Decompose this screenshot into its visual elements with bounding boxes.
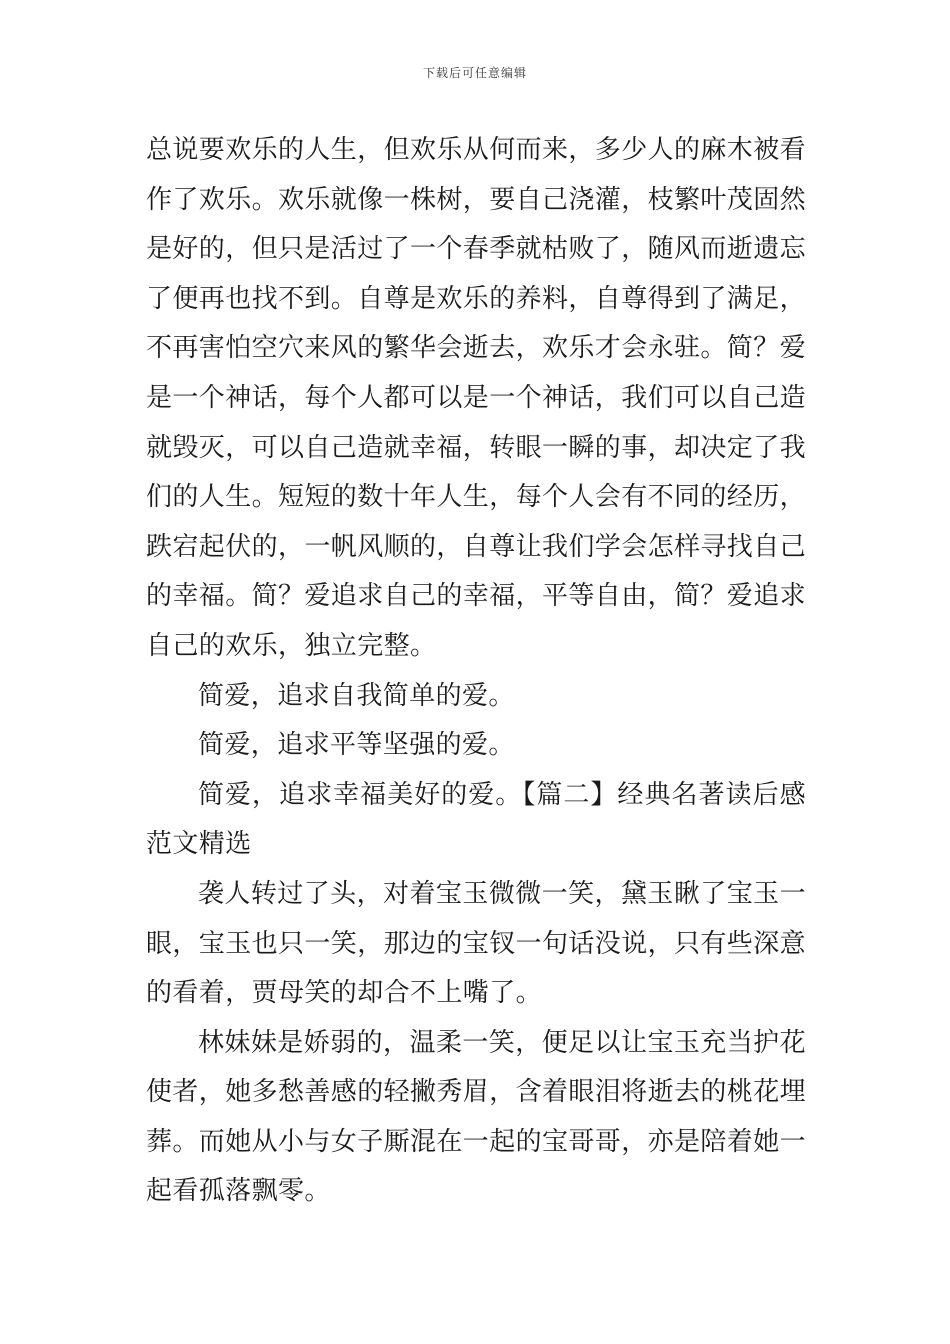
paragraph-section-two-heading: 简爱，追求幸福美好的爱。【篇二】经典名著读后感范文精选 [146, 779, 806, 860]
paragraph-xiren: 袭人转过了头，对着宝玉微微一笑，黛玉瞅了宝玉一眼，宝玉也只一笑，那边的宝钗一句话没说，只有些深意的看着，贾母笑的却合不上嘴了。 [146, 878, 807, 1009]
paragraph-continuation: 总说要欢乐的人生，但欢乐从何而来，多少人的麻木被看作了欢乐。欢乐就像一株树，要自己浇灌，枝繁叶茂固然是好的，但只是活过了一个春季就枯败了，随风而逝遗忘了便再也找不到。自尊是欢乐的养料，自尊得到了满足，不再害怕空穴来风的繁华会逝去，欢乐才会永驻。简？爱是一个神话，每个人都可以是一个神话，我们可以自己造就毁灭，可以自己造就幸福，转眼一瞬的事，却决定了我们的人生。短短的数十年人生，每个人会有不同的经历，跌宕起伏的，一帆风顺的，自尊让我们学会怎样寻找自己的幸福。简？爱追求自己的幸福，平等自由，简？爱追求自己的欢乐，独立完整。 [146, 135, 807, 661]
paragraph-lin-meimei: 林妹妹是娇弱的，温柔一笑，便足以让宝玉充当护花使者，她多愁善感的轻撇秀眉，含着眼泪将逝去的桃花埋葬。而她从小与女子厮混在一起的宝哥哥，亦是陪着她一起看孤落飘零。 [146, 1027, 807, 1207]
paragraph-jane-eyre-equal: 简爱，追求平等坚强的爱。 [198, 730, 515, 761]
paragraph-jane-eyre-simple: 简爱，追求自我简单的爱。 [198, 680, 515, 711]
page-header: 下载后可任意编辑 [422, 66, 527, 80]
document-body [146, 126, 806, 1217]
